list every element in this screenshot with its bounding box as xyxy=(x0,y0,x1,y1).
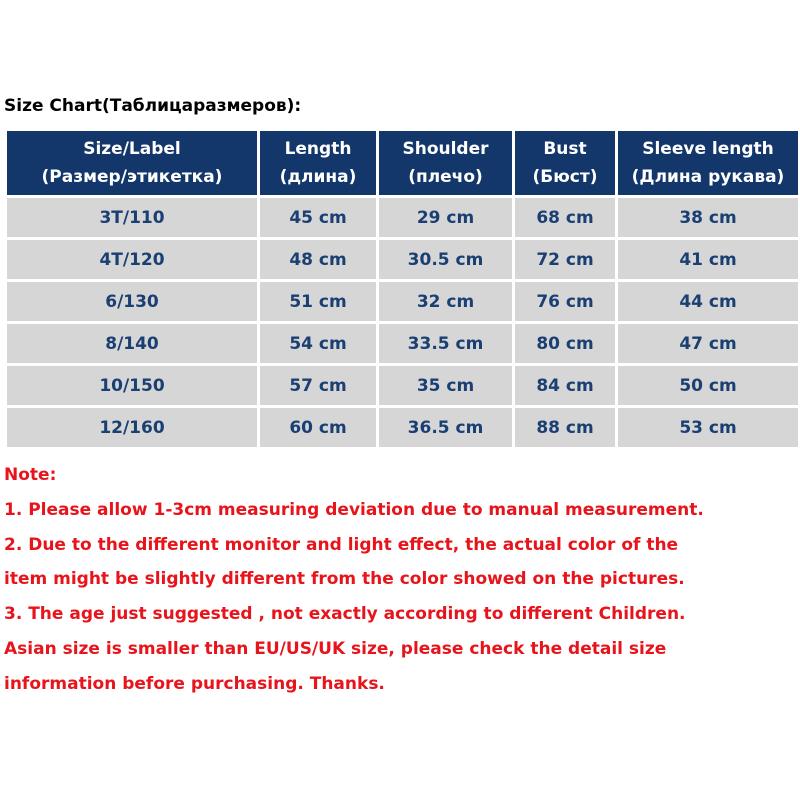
cell-bust: 72 cm xyxy=(515,240,615,279)
table-row xyxy=(7,240,798,279)
cell-shoulder: 32 cm xyxy=(379,282,512,321)
cell-size-label: 4T/120 xyxy=(7,240,257,279)
table-row xyxy=(7,282,798,321)
cell-bust: 76 cm xyxy=(515,282,615,321)
cell-sleeve-length: 53 cm xyxy=(618,408,798,447)
cell-shoulder: 35 cm xyxy=(379,366,512,405)
cell-shoulder: 29 cm xyxy=(379,198,512,237)
cell-length: 45 cm xyxy=(260,198,376,237)
table-row xyxy=(7,324,798,363)
cell-shoulder: 30.5 cm xyxy=(379,240,512,279)
cell-shoulder: 33.5 cm xyxy=(379,324,512,363)
notes-section xyxy=(4,458,704,702)
cell-length: 57 cm xyxy=(260,366,376,405)
cell-length: 54 cm xyxy=(260,324,376,363)
cell-length: 60 cm xyxy=(260,408,376,447)
note-line: Asian size is smaller than EU/US/UK size, please check the detail size xyxy=(4,638,667,659)
header-line-ru: (Размер/этикетка) xyxy=(41,167,223,187)
cell-bust: 84 cm xyxy=(515,366,615,405)
header-line-ru: (длина) xyxy=(279,167,357,187)
header-line-ru: (Бюст) xyxy=(532,167,598,187)
header-line-en: Size/Label xyxy=(83,139,181,159)
header-sleeve-length xyxy=(618,131,798,195)
cell-sleeve-length: 38 cm xyxy=(618,198,798,237)
table-row xyxy=(7,408,798,447)
cell-length: 51 cm xyxy=(260,282,376,321)
header-line-ru: (Длина рукава) xyxy=(631,167,785,187)
size-chart-table xyxy=(4,128,800,450)
header-length xyxy=(260,131,376,195)
page-title: Size Chart(Таблицаразмеров): xyxy=(4,96,302,116)
note-line: 2. Due to the different monitor and light effect, the actual color of the xyxy=(4,534,679,555)
header-line-ru: (плечо) xyxy=(408,167,483,187)
cell-bust: 88 cm xyxy=(515,408,615,447)
cell-sleeve-length: 47 cm xyxy=(618,324,798,363)
note-heading: Note: xyxy=(4,465,57,485)
header-size-label xyxy=(7,131,257,195)
cell-shoulder: 36.5 cm xyxy=(379,408,512,447)
cell-bust: 80 cm xyxy=(515,324,615,363)
cell-bust: 68 cm xyxy=(515,198,615,237)
table-row xyxy=(7,366,798,405)
header-bust xyxy=(515,131,615,195)
header-line-en: Shoulder xyxy=(402,139,489,159)
note-line: information before purchasing. Thanks. xyxy=(4,673,385,694)
cell-size-label: 10/150 xyxy=(7,366,257,405)
cell-sleeve-length: 41 cm xyxy=(618,240,798,279)
note-line: 1. Please allow 1-3cm measuring deviation due to manual measurement. xyxy=(4,499,704,520)
cell-sleeve-length: 50 cm xyxy=(618,366,798,405)
header-line-en: Sleeve length xyxy=(642,139,774,159)
table-header-row xyxy=(7,131,798,195)
cell-sleeve-length: 44 cm xyxy=(618,282,798,321)
header-line-en: Length xyxy=(284,139,352,159)
cell-size-label: 8/140 xyxy=(7,324,257,363)
cell-size-label: 6/130 xyxy=(7,282,257,321)
table-row xyxy=(7,198,798,237)
cell-length: 48 cm xyxy=(260,240,376,279)
note-line: item might be slightly different from the color showed on the pictures. xyxy=(4,569,685,590)
header-line-en: Bust xyxy=(543,139,587,159)
cell-size-label: 3T/110 xyxy=(7,198,257,237)
note-line: 3. The age just suggested , not exactly according to different Children. xyxy=(4,604,686,625)
cell-size-label: 12/160 xyxy=(7,408,257,447)
header-shoulder xyxy=(379,131,512,195)
